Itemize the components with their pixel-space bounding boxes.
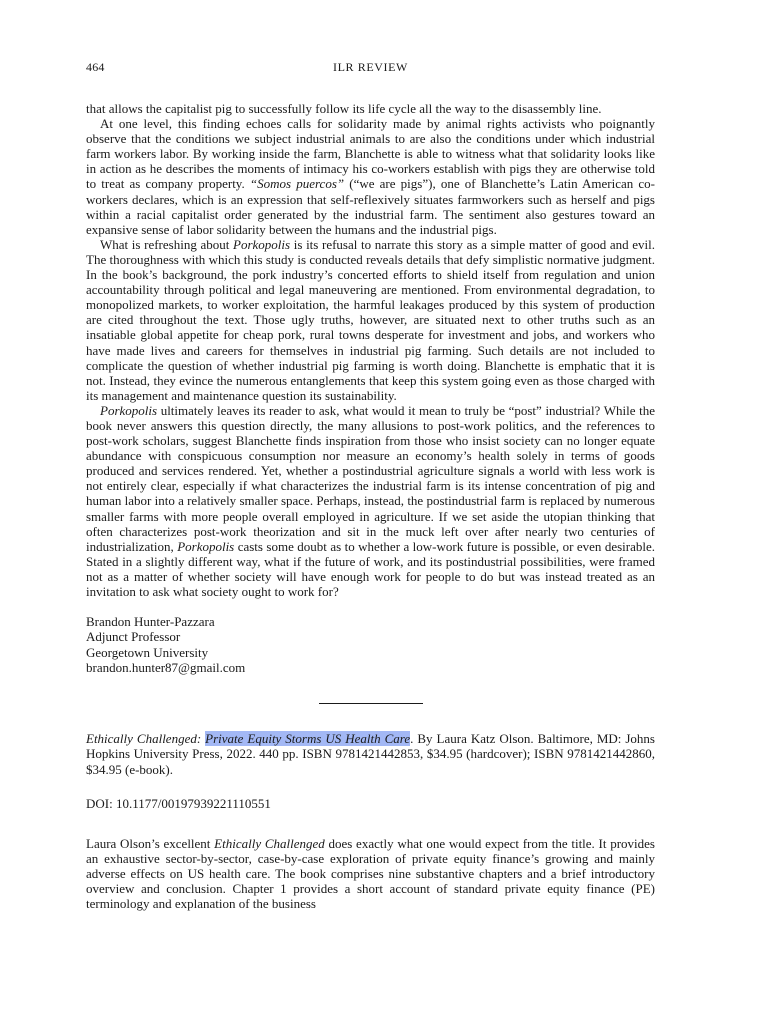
- doi-line: DOI: 10.1177/00197939221110551: [86, 796, 271, 812]
- section-divider: [319, 703, 423, 704]
- paragraph-1: that allows the capitalist pig to successfully follow its life cycle all the way to the disassembly line.: [86, 101, 602, 116]
- paragraph-4: Porkopolis ultimately leaves its reader to ask, what would it mean to truly be “post” industrial? While the book never answers this question directly, the many allusions to post-work politics, and the references to post-work scholars, suggest Blanchette finds inspiration from those who insist society can no longer equate abundance with conspicuous consumption nor measure an economy’s health solely in terms of goods produced and services rendered. Yet, whether a postindustrial agriculture signals a world with less work is not entirely clear, especially if what characterizes the industrial farm is its intense concentration of pig and human labor into a relatively smaller space. Perhaps, instead, the postindustrial farm is replaced by numerous smaller farms with more people overall employed in agriculture. If we set aside the utopian thinking that often characterizes post-work theorization and sit in the muck left over after nearly two centuries of industrialization, Porkopolis casts some doubt as to whether a low-work future is possible, or even desirable. Stated in a slightly different way, what if the future of work, and its postindustrial possibilities, were framed not as a matter of whether society will have enough work for people to do but was instead treated as an invitation to ask what society ought to work for?: [86, 402, 655, 599]
- book-title-main: Ethically Challenged:: [86, 730, 206, 746]
- document-page: [86, 56, 655, 912]
- reviewer-name: Brandon Hunter-Pazzara: [86, 614, 215, 630]
- reviewer-email[interactable]: brandon.hunter87@gmail.com: [86, 659, 246, 675]
- paragraph-3: What is refreshing about Porkopolis is its refusal to narrate this story as a simple matter of good and evil. The thoroughness with which this study is conducted reveals details that defy simplistic normative judgment. In the book’s background, the pork industry’s concerted efforts to shield itself from regulation and union accountability through political and legal maneuvering are mentioned. From environmental degradation, to monopolized markets, to worker exploitation, the harmful leakages produced by this system of production are cited throughout the text. Those ugly truths, however, are situated next to other truths such as an insatiable global appetite for cheap pork, rural towns desperate for investment and jobs, and workers who have made lives and careers for themselves in industrial pig farming. Such details are not included to complicate the question of whether industrial pig farming is worth doing. Blanchette is emphatic that it is not. Instead, they evince the numerous entanglements that keep this system going even as those charged with its management and maintenance question its sustainability.: [86, 236, 656, 403]
- review-body: [86, 101, 655, 599]
- book-citation: [86, 731, 655, 777]
- citation-details: . By Laura Katz Olson. Baltimore, MD: Johns Hopkins University Press, 2022. 440 pp. ISBN 9781421442853, $34.95 (hardcover); ISBN 9781421442860, $34.95 (e-book).: [86, 730, 655, 777]
- reviewer-affiliation: Georgetown University: [86, 644, 209, 660]
- page-number: 464: [86, 60, 105, 74]
- second-review-paragraph: Laura Olson’s excellent Ethically Challenged does exactly what one would expect from the title. It provides an exhaustive sector-by-sector, case-by-case exploration of private equity finance’s growing and mainly adverse effects on US health care. The book comprises nine substantive chapters and a brief introductory overview and conclusion. Chapter 1 provides a short account of standard private equity finance (PE) terminology and explanation of the business: [86, 835, 655, 912]
- reviewer-title: Adjunct Professor: [86, 629, 181, 645]
- second-review-body: [86, 836, 655, 912]
- highlighted-subtitle[interactable]: Private Equity Storms US Health Care: [205, 730, 411, 746]
- running-header: [86, 56, 655, 76]
- journal-title: ILR REVIEW: [333, 60, 408, 74]
- paragraph-2: At one level, this finding echoes calls for solidarity made by animal rights activists who poignantly observe that the conditions we subject industrial animals to are also the conditions under which industrial farm workers labor. By working inside the farm, Blanchette is able to witness what that solidarity looks like in action as he describes the moments of intimacy his co-workers establish with pigs they are otherwise told to treat as company property. “Somos puercos” (“we are pigs”), one of Blanchette’s Latin American co-workers declares, which is an expression that self-reflexively situates farmworkers such as herself and pigs within a racial capitalist order generated by the industrial farm. The sentiment also gestures toward an expansive sense of labor solidarity between the humans and the industrial pigs.: [86, 116, 655, 237]
- reviewer-signature: [86, 614, 655, 675]
